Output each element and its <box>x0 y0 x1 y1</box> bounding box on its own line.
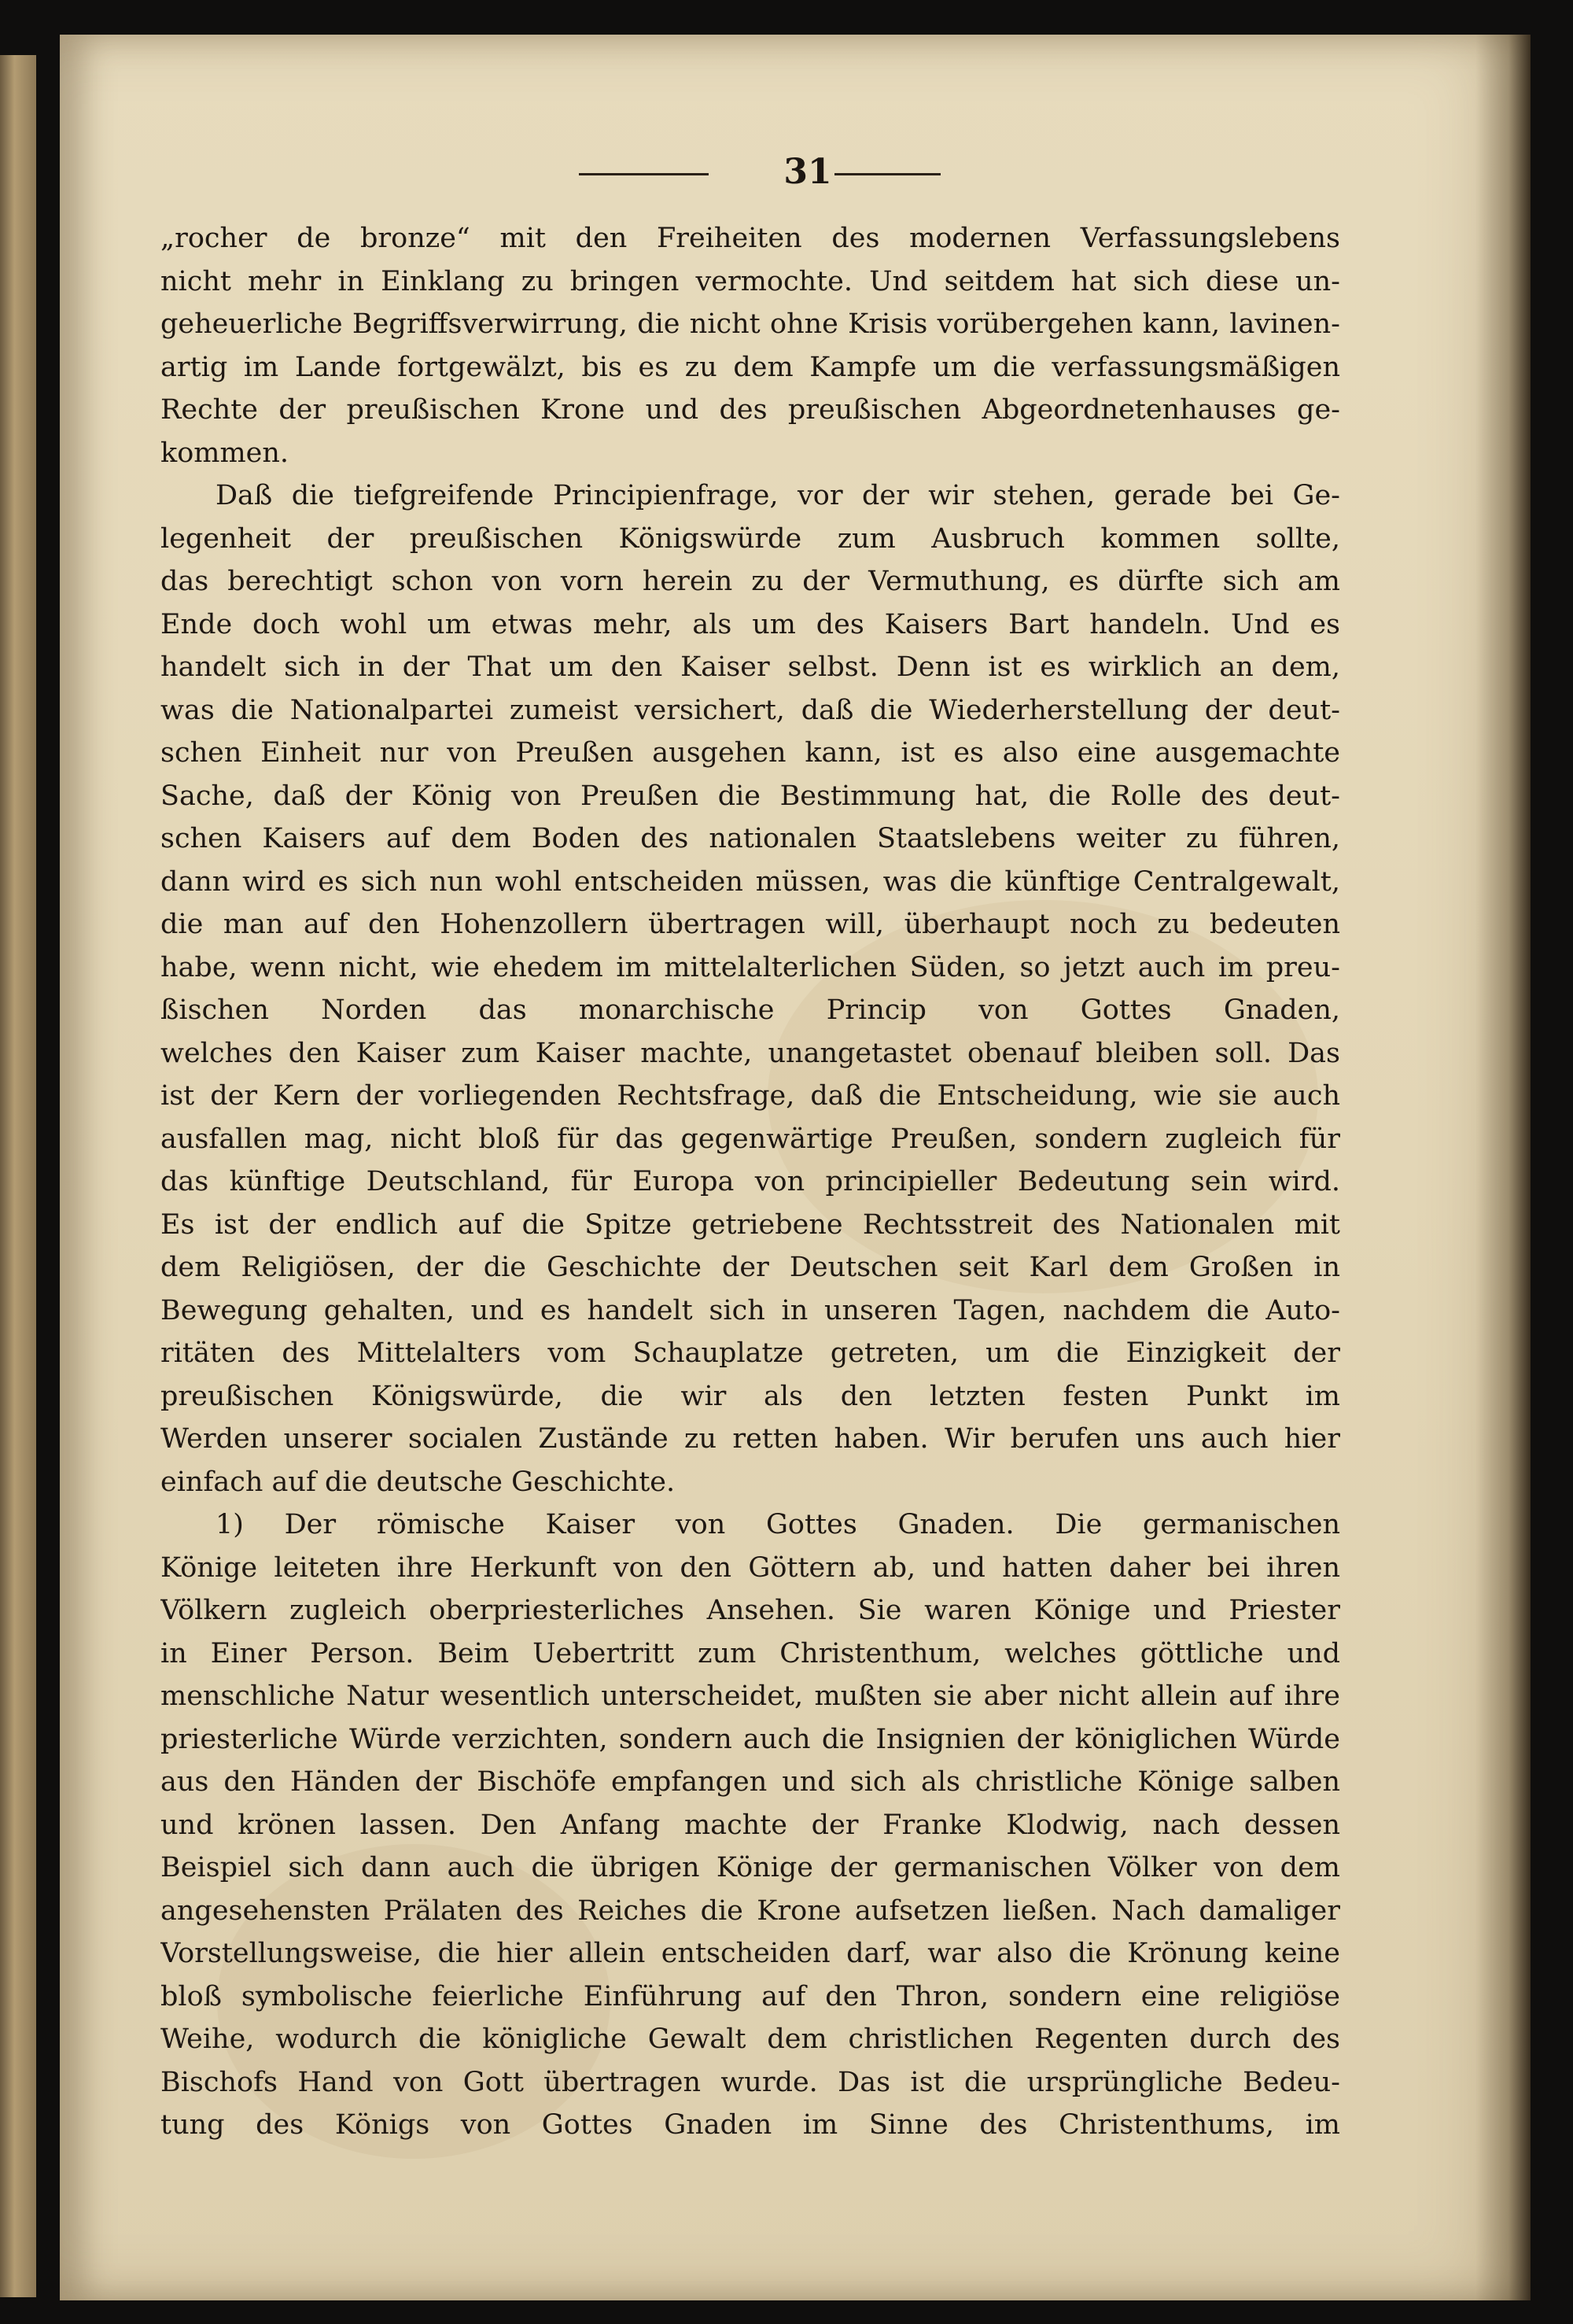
text-line: einfach auf die deutsche Geschichte. <box>160 1466 676 1498</box>
text-line: schen Kaisers auf dem Boden des nationalen Staatslebens weiter zu führen, <box>160 823 1340 854</box>
text-line: schen Einheit nur von Preußen ausgehen kann, ist es also eine ausgemachte <box>160 737 1340 769</box>
text-line: geheuerliche Begriffsverwirrung, die nicht ohne Krisis vorübergehen kann, lavinen- <box>160 308 1340 340</box>
text-line: „rocher de bronze“ mit den Freiheiten des modernen Verfassungslebens <box>160 223 1340 254</box>
text-line: was die Nationalpartei zumeist versichert, daß die Wiederherstellung der deut- <box>160 694 1340 726</box>
text-line: artig im Lande fortgewälzt, bis es zu dem Kampfe um die verfassungsmäßigen <box>160 351 1340 383</box>
text-line: Völkern zugleich oberpriesterliches Ansehen. Sie waren Könige und Priester <box>160 1595 1340 1626</box>
text-line: priesterliche Würde verzichten, sondern auch die Insignien der königlichen Würde <box>160 1723 1340 1755</box>
text-line: nicht mehr in Einklang zu bringen vermochte. Und seitdem hat sich diese un- <box>160 265 1340 297</box>
text-line: Sache, daß der König von Preußen die Bestimmung hat, die Rolle des deut- <box>160 780 1340 812</box>
text-line: in Einer Person. Beim Uebertritt zum Christenthum, welches göttliche und <box>160 1637 1340 1669</box>
text-line: legenheit der preußischen Königswürde zum Ausbruch kommen sollte, <box>160 522 1340 555</box>
text-line: ist der Kern der vorliegenden Rechtsfrage, daß die Entscheidung, wie sie auch <box>160 1080 1340 1112</box>
text-line: Bischofs Hand von Gott übertragen wurde. Das ist die ursprüngliche Bedeu- <box>160 2066 1340 2098</box>
text-line: Beispiel sich dann auch die übrigen Könige der germanischen Völker von dem <box>160 1852 1340 1883</box>
text-line: das berechtigt schon von vorn herein zu der Vermuthung, es dürfte sich am <box>160 566 1340 597</box>
text-line: Daß die tiefgreifende Principienfrage, vor der wir stehen, gerade bei Ge- <box>216 480 1340 511</box>
text-line: ritäten des Mittelalters vom Schauplatze getreten, um die Einzigkeit der <box>160 1337 1340 1369</box>
text-line: aus den Händen der Bischöfe empfangen und sich als christliche Könige salben <box>160 1766 1340 1798</box>
text-line: dann wird es sich nun wohl entscheiden müssen, was die künftige Centralgewalt, <box>160 865 1340 898</box>
text-line: tung des Königs von Gottes Gnaden im Sinne des Christenthums, im <box>160 2109 1340 2141</box>
text-line: preußischen Königswürde, die wir als den letzten festen Punkt im <box>160 1380 1340 1412</box>
page-header <box>60 145 1531 200</box>
text-line: welches den Kaiser zum Kaiser machte, unangetastet obenauf bleiben soll. Das <box>160 1037 1340 1069</box>
previous-page-edge <box>0 55 36 2297</box>
header-rule-right <box>834 173 941 175</box>
text-line: handelt sich in der That um den Kaiser selbst. Denn ist es wirklich an dem, <box>160 651 1340 683</box>
text-line: ausfallen mag, nicht bloß für das gegenwärtige Preußen, sondern zugleich für <box>160 1123 1340 1155</box>
text-line: menschliche Natur wesentlich unterscheidet, mußten sie aber nicht allein auf ihre <box>160 1680 1340 1712</box>
text-line: bloß symbolische feierliche Einführung auf den Thron, sondern eine religiöse <box>160 1980 1340 2012</box>
text-line: angesehensten Prälaten des Reiches die Krone aufsetzen ließen. Nach damaliger <box>160 1894 1340 1927</box>
text-line: Könige leiteten ihre Herkunft von den Göttern ab, und hatten daher bei ihren <box>160 1551 1340 1584</box>
text-line: Es ist der endlich auf die Spitze getriebene Rechtsstreit des Nationalen mit <box>160 1208 1340 1241</box>
text-line: habe, wenn nicht, wie ehedem im mittelalterlichen Süden, so jetzt auch im preu- <box>160 951 1340 983</box>
text-line: dem Religiösen, der die Geschichte der Deutschen seit Karl dem Großen in <box>160 1252 1340 1283</box>
page-number: 31 <box>783 152 832 192</box>
text-line: Weihe, wodurch die königliche Gewalt dem christlichen Regenten durch des <box>160 2023 1340 2055</box>
book-page <box>60 35 1531 2300</box>
text-line: das künftige Deutschland, für Europa von principieller Bedeutung sein wird. <box>160 1166 1340 1197</box>
text-line: Bewegung gehalten, und es handelt sich in unseren Tagen, nachdem die Auto- <box>160 1294 1340 1326</box>
text-line: Ende doch wohl um etwas mehr, als um des Kaisers Bart handeln. Und es <box>160 608 1340 640</box>
text-line: kommen. <box>160 437 289 469</box>
page-edge-shadow <box>1475 35 1531 2300</box>
text-line: Vorstellungsweise, die hier allein entscheiden darf, war also die Krönung keine <box>160 1938 1340 1969</box>
text-line: und krönen lassen. Den Anfang machte der Franke Klodwig, nach dessen <box>160 1809 1340 1841</box>
text-line: Rechte der preußischen Krone und des preußischen Abgeordnetenhauses ge- <box>160 394 1340 426</box>
text-line: 1) Der römische Kaiser von Gottes Gnaden. Die germanischen <box>216 1509 1340 1540</box>
text-line: die man auf den Hohenzollern übertragen will, überhaupt noch zu bedeuten <box>160 909 1340 940</box>
body-text <box>160 217 1340 2147</box>
text-line: Werden unserer socialen Zustände zu retten haben. Wir berufen uns auch hier <box>160 1423 1340 1455</box>
text-line: ßischen Norden das monarchische Princip von Gottes Gnaden, <box>160 994 1340 1026</box>
